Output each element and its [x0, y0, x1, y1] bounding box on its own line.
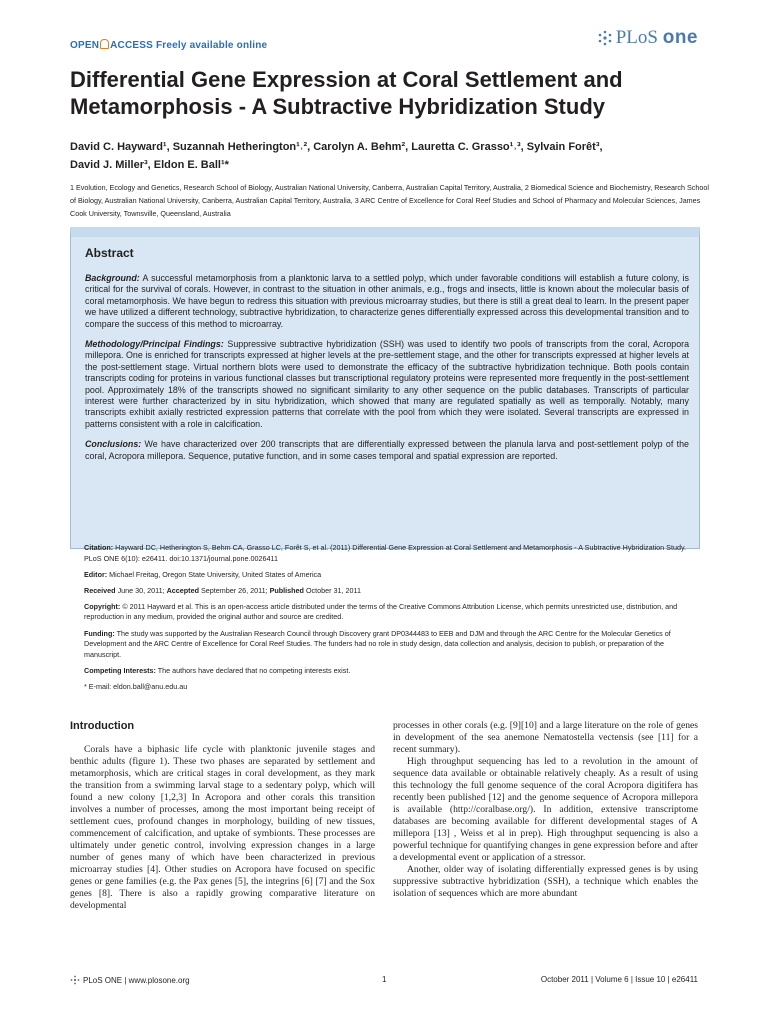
abstract-heading: Abstract — [85, 246, 134, 260]
page-number: 1 — [382, 975, 387, 984]
affiliations: 1 Evolution, Ecology and Genetics, Research School of Biology, Australian National University, Canberra, Australian Capital Territory, Australia, 2 Biomedical Science and Biochemistry, Research School of Biology, Australian National University, Canberra, Australian Capital Territory, Australia, 3 ARC Centre of Excellence for Coral Reef Studies and School of Pharmacy and Molecular Sciences, James Cook University, Townsville, Queensland, Australia — [70, 183, 709, 218]
journal-logo: PLoS one — [616, 27, 698, 49]
funding: Funding: The study was supported by the Australian Research Council through Discovery grant DP0344483 to EEB and DJM and through the ARC Centre for the Molecular Genetics of Development and the ARC Centre of Excellence for Coral Reef Studies. The funders had no role in study design, data collection and analysis, decision to publish, or preparation of the manuscript. — [84, 628, 671, 659]
column-left — [70, 720, 375, 912]
contact-email: * E-mail: eldon.ball@anu.edu.au — [84, 681, 188, 691]
page-header — [70, 27, 698, 59]
author-line-2: David J. Miller³, Eldon E. Ball¹* — [70, 159, 229, 171]
dates: Received June 30, 2011; Accepted September 26, 2011; Published October 31, 2011 — [84, 585, 361, 595]
abstract-background: Background: A successful metamorphosis from a planktonic larva to a settled polyp, which under favorable conditions will establish a future colony, is critical for the survival of corals. However, in contrast to the situation in other animals, e.g., frogs and insects, little is known about the molecular basis of coral metamorphosis. We have begun to redress this situation with previous microarray studies, but there is still a great deal to learn. In the present paper we have utilized a different technology, subtractive hybridization, to characterize genes differentially expressed across this developmental transition and to compare the success of this method to microarray. — [85, 273, 689, 329]
page-footer — [70, 975, 698, 989]
competing-interests: Competing Interests: The authors have declared that no competing interests exist. — [84, 665, 351, 675]
article-title: Differential Gene Expression at Coral Settlement and Metamorphosis - A Subtractive Hybridization Study — [70, 67, 623, 119]
copyright: Copyright: © 2011 Hayward et al. This is an open-access article distributed under the terms of the Creative Commons Attribution License, which permits unrestricted use, distribution, and reproduction in any medium, provided the original author and source are credited. — [84, 601, 678, 622]
author-line-1: David C. Hayward¹, Suzannah Hetherington¹˒², Carolyn A. Behm², Lauretta C. Grasso¹˒³, Sylvain Forêt³, — [70, 141, 603, 153]
intro-paragraph-3: High throughput sequencing has led to a revolution in the amount of sequence data available or obtainable relatively cheaply. As a result of using this technology the full genome sequence of the coral Acropora digitifera has recently been published [12] and the genome sequence of Acropora millepora is available (http://coralbase.org/). In addition, extensive transcriptome databases are becoming available for different developmental stages of A millepora [13] , Weiss et al in prep). High throughput sequencing is also a powerful technique for quantifying changes in gene expression before and after a developmental event or application of a stressor. — [393, 756, 698, 863]
article-metadata — [84, 543, 698, 698]
column-right — [393, 720, 698, 900]
intro-paragraph-4: Another, older way of isolating differentially expressed genes is by using suppressive subtractive hybridization (SSH), a technique which enables the isolation of sequences which are more abundant — [393, 864, 698, 899]
introduction-heading: Introduction — [70, 720, 135, 732]
plos-footer-icon — [70, 975, 80, 985]
intro-paragraph-2: processes in other corals (e.g. [9][10] and a large literature on the role of genes in development of the sea anemone Nematostella vectensis (see [11] for a recent summary). — [393, 720, 698, 755]
author-list — [70, 138, 710, 174]
abstract-conclusions: Conclusions: We have characterized over 200 transcripts that are differentially expressed between the planula larva and post-settlement polyp of the coral, Acropora millepora. Sequence, putative function, and in some cases temporal and spatial expression are reported. — [85, 439, 689, 461]
footer-journal: PLoS ONE | www.plosone.org — [70, 975, 190, 985]
intro-paragraph-1: Corals have a biphasic life cycle with planktonic juvenile stages and benthic adults (figure 1). These two phases are separated by settlement and metamorphosis, which are critical stages in coral development, as they mark the transition from a swimming larval stage to a sedentary polyp, which will found a new colony [1,2,3] In Acropora and other corals this transition involves a number of processes, among the most important being receipt of settlement cues, profound changes in morphology, building of new tissues, commencement of calcification, and uptake of symbionts. These processes are ultimately under genetic control, involving expression changes in a large number of genes many of which have been characterized in previous microarray studies [4]. Other studies on Acropora have focused on specific genes or gene families (e.g. the Pax genes [5], the integrins [6] [7] and the Sox genes [8]. There is also a rapidly growing comparative literature on developmental — [70, 744, 375, 911]
abstract-box — [70, 227, 700, 549]
open-access-banner: OPEN ACCESS Freely available online — [70, 40, 268, 51]
open-access-lock-icon — [100, 39, 109, 49]
citation: Citation: Hayward DC, Hetherington S, Behm CA, Grasso LC, Forêt S, et al. (2011) Differential Gene Expression at Coral Settlement and Metamorphosis - A Subtractive Hybridization Study. PLoS ONE 6(10): e26411. doi:10.1371/journal.pone.0026411 — [84, 543, 687, 563]
editor: Editor: Michael Freitag, Oregon State University, United States of America — [84, 569, 322, 579]
plos-dots-icon — [596, 29, 614, 47]
footer-issue: October 2011 | Volume 6 | Issue 10 | e26411 — [540, 975, 698, 984]
abstract-methods: Methodology/Principal Findings: Suppressive subtractive hybridization (SSH) was used to identify two pools of transcripts from the coral, Acropora millepora. One is enriched for transcripts expressed at higher levels at the pre-settlement stage, and the other for transcripts expressed at higher levels at the post-settlement stage. Virtual northern blots were used to demonstrate the efficacy of the subtractive hybridization technique. Both pools contain transcripts coding for proteins in various functional classes but transcriptional regulatory proteins were represented more frequently in the post-settlement pool. Approximately 18% of the transcripts showed no significant similarity to any other sequence on the public databases. Transcripts of particular interest were further characterized by in situ hybridization, which showed that many are regulated spatially as well as temporally. Notably, many transcripts exhibit axially restricted expression patterns that correlate with the pool from which they were isolated. Several transcripts are expressed in patterns consistent with a role in calcification. — [85, 339, 690, 429]
